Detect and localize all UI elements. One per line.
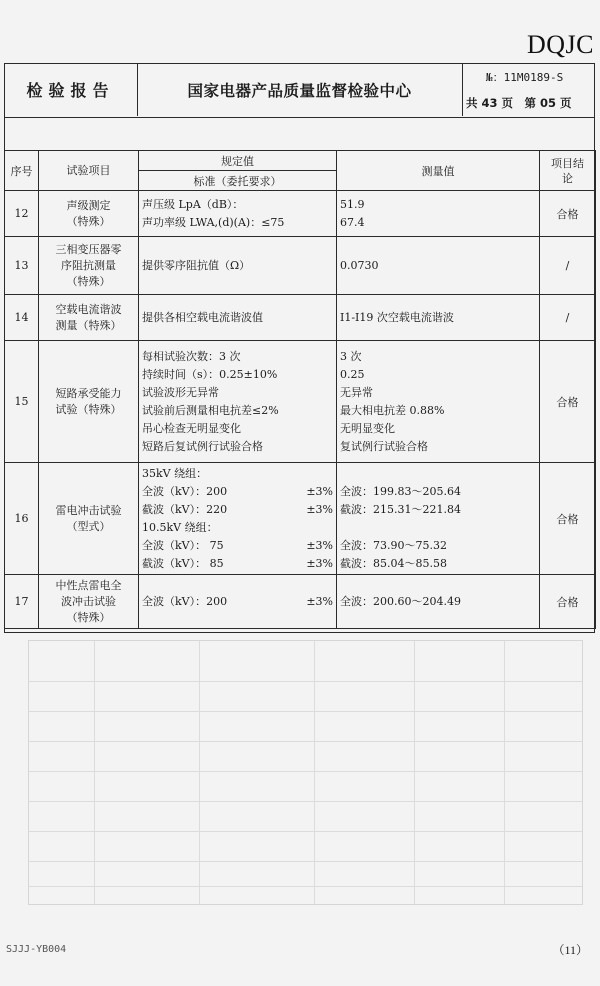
row-item [39, 463, 139, 575]
row-measured: I1-I19 次空载电流谐波 [337, 295, 540, 341]
std-tolerance: ±3% [306, 538, 333, 552]
std-tolerance: ±3% [306, 556, 333, 570]
std-line: 每相试验次数：3 次 [142, 349, 241, 363]
row-measured [337, 191, 540, 237]
std-label: 全波（kV）：200 [142, 594, 228, 608]
std-tolerance [297, 519, 333, 537]
std-line: 声压级 LpA（dB）： [142, 197, 244, 211]
std-label: 截波（kV）：220 [142, 502, 228, 516]
meas-line: 截波：215.31～221.84 [340, 502, 461, 516]
report-title: 检验报告 [4, 63, 138, 116]
std-tolerance: ±3% [306, 502, 333, 516]
std-line: 吊心检查无明显变化 [142, 421, 241, 435]
std-line: 试验波形无异常 [142, 385, 219, 399]
meas-line [340, 519, 536, 537]
col-header-no: 序号 [5, 151, 39, 191]
std-tolerance: ±3% [306, 594, 333, 608]
meas-line: 3 次 [340, 349, 362, 363]
meas-line: 最大相电抗差 0.88% [340, 403, 445, 417]
meas-line: 截波：85.04～85.58 [340, 556, 447, 570]
col-header-item: 试验项目 [39, 151, 139, 191]
meas-line: 复试例行试验合格 [340, 439, 428, 453]
row-standard [139, 575, 337, 629]
row-conclusion: / [540, 237, 596, 295]
conclusion-header-text: 项目结论 [551, 156, 584, 185]
meas-line: 无异常 [340, 385, 373, 399]
row-standard: 提供各相空载电流谐波值 [139, 295, 337, 341]
std-line [142, 465, 333, 483]
item-line: 声级测定 [66, 198, 111, 212]
row-item [39, 575, 139, 629]
row-measured: 全波：200.60～204.49 [337, 575, 540, 629]
table-row [5, 295, 596, 341]
item-line: 试验（特殊） [55, 402, 122, 416]
row-measured [337, 341, 540, 463]
row-no: 16 [5, 463, 39, 575]
row-conclusion: 合格 [540, 575, 596, 629]
std-line [142, 537, 333, 555]
row-item [39, 191, 139, 237]
meas-line: 无明显变化 [340, 421, 395, 435]
row-no: 17 [5, 575, 39, 629]
brand-logo: DQJC [526, 30, 594, 59]
report-header [4, 63, 595, 118]
meas-line: 0.25 [340, 367, 365, 381]
row-measured: 0.0730 [337, 237, 540, 295]
row-item [39, 295, 139, 341]
form-code: SJJJ-YB004 [6, 944, 67, 955]
std-line: 持续时间（s）：0.25±10% [142, 367, 278, 381]
table-row [5, 341, 596, 463]
item-line: （型式） [66, 519, 111, 533]
row-standard: 提供零序阻抗值（Ω） [139, 237, 337, 295]
std-tolerance: ±3% [306, 484, 333, 498]
row-standard [139, 463, 337, 575]
std-line [142, 593, 333, 611]
meas-line: 67.4 [340, 215, 365, 229]
row-no: 12 [5, 191, 39, 237]
page-number: （11） [552, 943, 588, 957]
meas-line: 全波：73.90～75.32 [340, 538, 447, 552]
item-line: 序阻抗测量 [61, 258, 116, 272]
col-header-spec: 规定值 [139, 151, 337, 171]
table-row [5, 463, 596, 575]
std-label: 截波（kV）： 85 [142, 556, 224, 570]
std-label: 10.5kV 绕组： [142, 520, 218, 534]
row-measured [337, 463, 540, 575]
std-label: 35kV 绕组： [142, 466, 208, 480]
report-number: №：11M0189-S [486, 71, 564, 84]
row-conclusion: 合格 [540, 341, 596, 463]
row-conclusion: / [540, 295, 596, 341]
std-line: 声功率级 LWA,(d)(A)：≤75 [142, 215, 285, 229]
item-line: 三相变压器零 [55, 242, 122, 256]
std-label: 全波（kV）： 75 [142, 538, 224, 552]
meas-line [340, 465, 536, 483]
item-line: 波冲击试验 [61, 594, 116, 608]
item-line: 空载电流谐波 [55, 302, 122, 316]
report-meta [466, 69, 592, 111]
meas-line: 全波：199.83～205.64 [340, 484, 461, 498]
std-line [142, 501, 333, 519]
std-line: 短路后复试例行试验合格 [142, 439, 263, 453]
row-item [39, 237, 139, 295]
organization-name: 国家电器产品质量监督检验中心 [137, 63, 463, 116]
col-header-conclusion [540, 151, 596, 191]
row-conclusion: 合格 [540, 463, 596, 575]
std-tolerance [297, 465, 333, 483]
item-line: 测量（特殊） [55, 318, 122, 332]
std-line [142, 519, 333, 537]
std-line [142, 483, 333, 501]
bleed-through-table [28, 640, 583, 905]
row-no: 15 [5, 341, 39, 463]
row-standard [139, 191, 337, 237]
row-item [39, 341, 139, 463]
std-line [142, 555, 333, 573]
item-line: 雷电冲击试验 [55, 503, 122, 517]
test-results-table [4, 150, 596, 629]
meas-line: 51.9 [340, 197, 365, 211]
std-line: 试验前后测量相电抗差≤2% [142, 403, 279, 417]
page-count: 共 43 页 第 05 页 [466, 96, 572, 110]
table-row [5, 237, 596, 295]
item-line: （特殊） [66, 274, 111, 288]
std-label: 全波（kV）：200 [142, 484, 228, 498]
item-line: 短路承受能力 [55, 386, 122, 400]
row-no: 13 [5, 237, 39, 295]
item-line: （特殊） [66, 214, 111, 228]
item-line: （特殊） [66, 610, 111, 624]
row-conclusion: 合格 [540, 191, 596, 237]
col-header-standard: 标准（委托要求） [139, 171, 337, 191]
row-standard [139, 341, 337, 463]
col-header-measured: 测量值 [337, 151, 540, 191]
table-row [5, 575, 596, 629]
row-no: 14 [5, 295, 39, 341]
table-row [5, 191, 596, 237]
item-line: 中性点雷电全 [55, 578, 122, 592]
